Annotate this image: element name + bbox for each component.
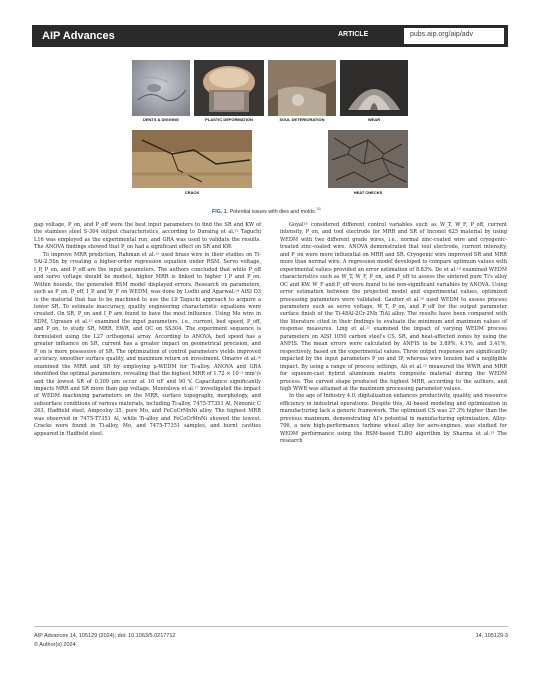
panel-label-heat-checks: HEAT CHECKS: [353, 190, 383, 195]
right-paragraph-1: Goyal¹⁸ considered different control variables such as W_T, W_F, P_off, current intensity, P_on, and tool electrode for MRR and SR of Inconel 625 material by using WEDM with two different grade wires, i.e., normal zinc-coated wire and cryogenic-treated zinc-coated wire. ANOVA demonstrated that tool electrode, current intensity, and P_on were more influential on MRR and SR. Cryogenic wire improved SR and MRR more than normal wire. A regression model developed to compare optimum values with experimental values provided an error estimation of 8.83%. De et al.¹⁹ examined WEDM characteristics such as W_T, W_F, P_on, and P_off to assess the sintered pure Ti's alloy OC and KW. W_F and P_off were found to be non-significant variables by ANOVA. Using error estimation between the projected model and experimental values, optimized processing parameters were validated. Gautier et al.²⁰ used WEDM to assess process parameters such as servo voltage, W_T, P_on, and P_off for the output parameter surface finish of the Ti-48Al-2Cr-2Nb TiAl alloy. The results have been compared with the literature cited in their findings to evaluate the minimum and maximum values of response measures. Ling et al.²¹ examined the impact of varying WEDM process parameters on AISI 1050 carbon steel's CS, SR, and heat-affected zones by using the ANFIS. The mean errors were calculated by ANFIS to be 3.89%, 4.1%, and 3.41%, respectively, based on the experimental values. Three output responses are significantly impacted by the input parameters P_on and IP, whereas wire tension had a negligible impact. By using a range of process settings, Ali et al.²² measured the WWR and MRR for squeeze-cast hybrid aluminum matrix composite material during the WEDM process. The curved shape produced the highest MRR, according to the authors, and high WWR was attained at the maximum processing parameter values.: [280, 222, 507, 392]
journal-header: [32, 25, 508, 47]
right-paragraph-2: In the age of Industry 4.0, digitalization enhances productivity, quality, and resource efficiency in industrial operations. Despite this, AI-based modeling and optimization in manufacturing lack a generic framework. The optimized CS was 27.3% higher than the previous maximum, demonstrating AI's potential in manufacturing optimization. Alloy-706, a new high-performance turbine wheel alloy for aero-engines, was studied for WEDM performance using the RSM-based TLBO algorithm by Sharma et al.²³ The research: [280, 393, 507, 445]
crack-image: [132, 130, 252, 188]
soul-deterioration-image: [268, 60, 336, 116]
left-paragraph-2: To improve MRR prediction, Rahman et al.¹³ used brass wire in their studies on Ti-5Al-2.5Sn by creating a higher-order regression equation under RSM. Servo voltage, I_P, P_on, and P_off are the input parameters. The authors concluded that while P_off and servo voltage should be modest, higher MRR is linked to higher I_P and P_on. Within bounds, the generated RSM model displayed errors. Research on parameters, such as P_on, P_off, I_P, and W_F on WEDM, was done by Lodhi and Agarwal.¹⁴ AISI D3 is the material that has to be machined to use the L9 Taguchi approach to acquire a lower SR. To estimate inaccuracy, quality engineering characteristic equations were created. On SR, P_on and I_P are found to have the most influence. Using Mo wire in EDM, Ugrasen et al.¹⁵ examined the input parameters, i.e., current, bed speed, P_off, and P_on, to study SR, MRR, EWR, and OC on SS304. The experiment sequence is formulated using the L27 orthogonal array. According to ANOVA, bed speed has a greater influence on SR, current has a greater impact on geometrical precision, and P_on is more possessive of SR. The optimization of control parameters yields improved accuracy, smoother surface quality, and maximum return on investment. Omarov et al.¹⁶ examined the MRR and SR by employing μ-WEDM for Ti-alloy. ANOVA and GRA identified the optimal parameters, revealing that the highest MRR of 1.72 × 10⁻² mm³/s and the lowest SR of 0.309 μm occur at 10 nF and 90 V. Capacitance significantly impacts MRR and SR more than gap voltage. Mouralova et al.¹⁷ investigated the impact of WEDM machining parameters on the MRR, surface topography, morphology, and subsurface conditions of various materials, including Ti-alloy, 7475-T7351 Al, Nimonic C 263, Hadfield steel, Ampcoloy 35, pure Mo, and FeCoCrMnNi alloy. The highest MRR was observed in 7475-T7351 Al, while Ti-alloy and FeCoCrMnNi showed the lowest. Cracks were found in Ti-alloy, Mo, and 7475-T7351 samples, and burnt cavities appeared in Hadfield steel.: [34, 251, 261, 437]
figure-panel-dents: [132, 60, 190, 122]
figure-panel-crack: [132, 130, 252, 196]
figure-panel-plastic-deformation: [194, 60, 264, 122]
figure-caption-ref[interactable]: 15: [316, 206, 321, 211]
panel-label-wear: WEAR: [367, 117, 381, 122]
journal-url-box[interactable]: [404, 28, 504, 44]
footer-divider: [34, 626, 508, 627]
figure-panel-wear: [340, 60, 408, 122]
journal-title: AIP Advances: [42, 30, 115, 42]
footer-copyright: © Author(s) 2024: [34, 642, 76, 648]
panel-label-soul-deterioration: SOUL DETERIORATION: [279, 117, 325, 122]
figure-caption: [212, 206, 321, 215]
article-type-label: ARTICLE: [338, 31, 369, 38]
plastic-deformation-image: [194, 60, 264, 116]
figure-panel-soul-deterioration: [268, 60, 336, 122]
wear-image: [340, 60, 408, 116]
journal-url[interactable]: pubs.aip.org/aip/adv: [410, 31, 474, 38]
panel-label-plastic-deformation: PLASTIC DEFORMATION: [205, 117, 253, 122]
footer-page-number: 14, 105129-3: [475, 633, 508, 639]
figure-1: [132, 60, 408, 203]
dents-image: [132, 60, 190, 116]
right-column: [280, 222, 507, 446]
figure-caption-text: Potential issues with dies and molds.: [229, 208, 317, 215]
footer-citation[interactable]: AIP Advances 14, 105129 (2024); doi: 10.1063/5.0217712: [34, 633, 176, 639]
panel-label-crack: CRACK: [184, 190, 200, 195]
left-column: [34, 222, 261, 438]
figure-panel-heat-checks: [328, 130, 408, 196]
figure-number: FIG. 1.: [212, 208, 229, 215]
left-paragraph-1: gap voltage, P_on, and P_off were the best input parameters to find the SR and KW of the stainless steel S-304 output characteristics, according to Durairaj et al.¹² Taguchi L16 was employed as the experimental run, and GRA was used to validate the results. The ANOVA findings showed that P_on had a significant effect on SR and KW.: [34, 222, 261, 251]
panel-label-dents: DENTS & DIGGING: [142, 117, 179, 122]
heat-checks-image: [328, 130, 408, 188]
